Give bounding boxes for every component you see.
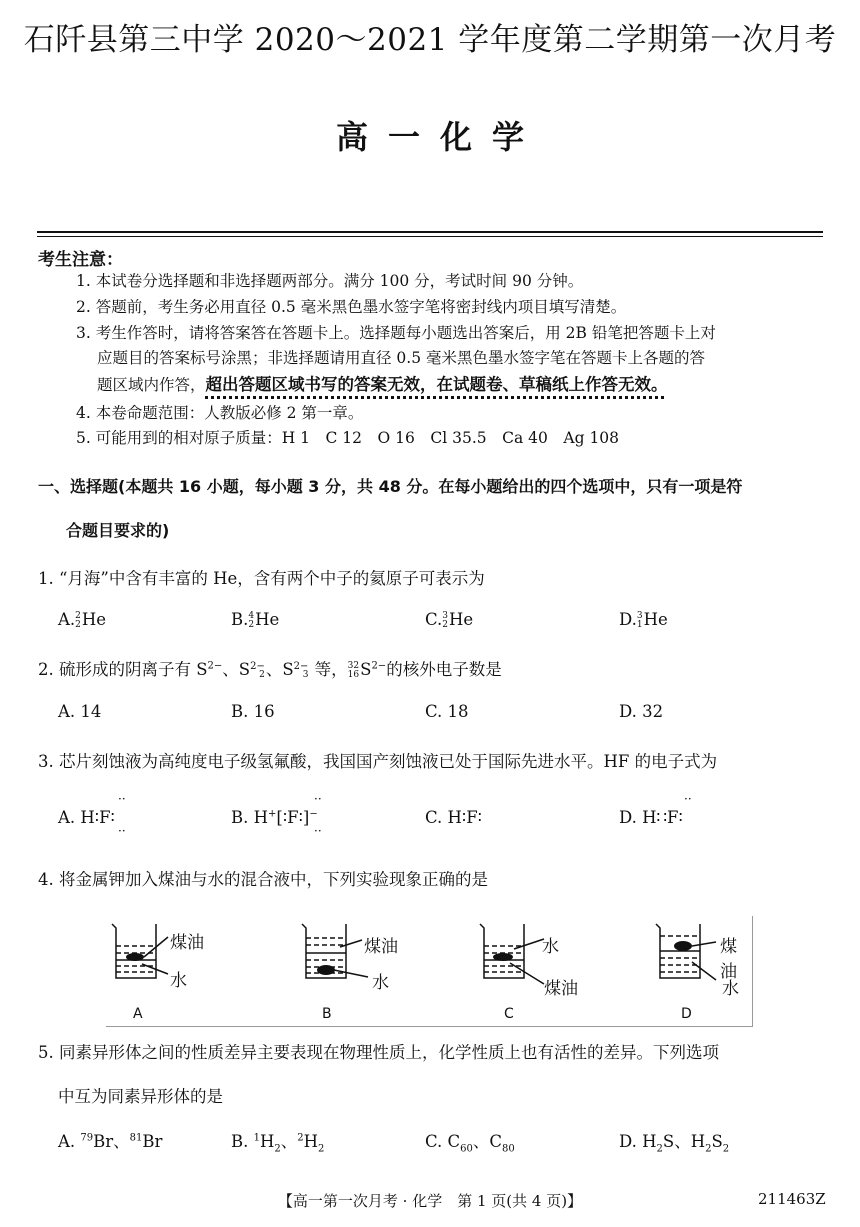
question-5-stem: 5. 同素异形体之间的性质差异主要表现在物理性质上，化学性质上也有活性的差异。下列选项 [38,1043,719,1062]
question-2-option-d[interactable]: D. 32 [619,702,664,721]
question-5-option-a[interactable]: A. $^{79}$Br、$^{81}$Br [58,1132,163,1151]
option-label-d[interactable]: D [681,1006,692,1022]
section-heading: 一、选择题(本题共 16 小题，每小题 3 分，共 48 分。在每小题给出的四个选项中，只有一项是符 [38,477,743,496]
question-3-option-b[interactable]: B. H+[∶F∶]− [231,808,318,827]
notice-item-4: 4. 本卷命题范围：人教版必修 2 第一章。 [76,404,364,422]
page-footer: 【高一第一次月考 · 化学 第 1 页(共 4 页)】 [277,1192,583,1210]
question-2-option-c[interactable]: C. 18 [425,702,469,721]
beaker-c-label-water: 水 [542,937,559,956]
question-3-option-d[interactable]: D. H∷F∶ [619,808,683,827]
notice-item-1: 1. 本试卷分选择题和非选择题两部分。满分 100 分，考试时间 90 分钟。 [76,272,584,290]
question-2-option-a[interactable]: A. 14 [58,702,102,721]
notice-item-3-cont: 应题目的答案标号涂黑；非选择题请用直径 0.5 毫米黑色墨水签字笔在答题卡上各题的答 [97,349,706,367]
question-4-stem: 4. 将金属钾加入煤油与水的混合液中，下列实验现象正确的是 [38,870,488,889]
notice-item-3-end [97,371,668,395]
question-1-option-d[interactable]: D. 3 1 He [619,610,668,630]
subject-title: 高一化学 [335,118,544,156]
question-1-option-b[interactable]: B. 4 2 He [231,610,280,630]
question-5-option-c[interactable]: C. $C_{60}$、$C_{80}$ [425,1132,515,1155]
potassium-a [126,953,144,961]
beaker-a-label-kerosene: 煤油 [170,933,204,952]
question-5-stem-cont: 中互为同素异形体的是 [58,1087,223,1106]
notice-item-2: 2. 答题前，考生务必用直径 0.5 毫米黑色墨水签字笔将密封线内项目填写清楚。 [76,298,627,316]
potassium-c [493,953,513,961]
question-2-option-b[interactable]: B. 16 [231,702,275,721]
q3a-dots-top: ·· [118,792,126,806]
potassium-b [317,965,335,975]
option-label-c[interactable]: C [504,1006,514,1022]
question-3-option-a[interactable]: A. H∶F∶ [58,808,115,827]
section-heading-cont: 合题目要求的) [66,521,170,540]
notice-item-3-text: 题区域内作答， [97,376,206,394]
question-1-option-a[interactable]: A. 2 2 He [58,610,107,630]
question-5-option-d[interactable]: D. $H_2S$、$H_2S_2$ [619,1132,730,1155]
question-2-stem: 2. 硫形成的阴离子有 $S^{2-}$、S 2− 2 、S 2− 3 等， 32 16 $S^{2-}$的核外电子数是 [38,660,502,680]
beaker-b-label-water: 水 [372,973,389,992]
question-3-option-c[interactable]: C. H∶F∶ [425,808,482,827]
beaker-figure [106,916,753,1027]
option-label-b[interactable]: B [322,1006,332,1022]
notice-item-5: 5. 可能用到的相对原子质量：H 1 C 12 O 16 Cl 35.5 Ca 40 Ag 108 [76,429,620,447]
q3b-dots-bottom: ·· [314,824,322,838]
exam-code: 211463Z [758,1190,826,1208]
divider-thin [37,236,823,237]
question-5-option-b[interactable]: B. $^1H_2$、$^2H_2$ [231,1132,325,1155]
q3a-dots-bottom: ·· [118,824,126,838]
notice-emphasis: 超出答题区域书写的答案无效，在试题卷、草稿纸上作答无效。 [205,375,668,394]
question-1-stem: 1. “月海”中含有丰富的 He，含有两个中子的氦原子可表示为 [38,569,485,588]
option-label-a[interactable]: A [133,1006,143,1022]
beaker-c-label-kerosene: 煤油 [544,979,578,998]
q3d-dots-top: ·· [684,792,692,806]
question-1-option-c[interactable]: C. 3 2 He [425,610,474,630]
beaker-a-label-water: 水 [170,971,187,990]
beaker-b-label-kerosene: 煤油 [364,937,398,956]
beaker-d-label-water: 水 [722,979,739,998]
beaker-d-label-kerosene: 煤油 [720,937,737,981]
divider-thick [37,231,823,233]
notice-item-3: 3. 考生作答时，请将答案答在答题卡上。选择题每小题选出答案后，用 2B 铅笔把答题卡上对 [76,324,716,342]
potassium-d [674,941,692,951]
question-3-stem: 3. 芯片刻蚀液为高纯度电子级氢氟酸，我国国产刻蚀液已处于国际先进水平。HF 的电子式为 [38,752,718,771]
notice-heading: 考生注意： [38,250,123,270]
exam-title: 石阡县第三中学 2020～2021 学年度第二学期第一次月考 [23,22,837,58]
q3b-dots-top: ·· [314,792,322,806]
